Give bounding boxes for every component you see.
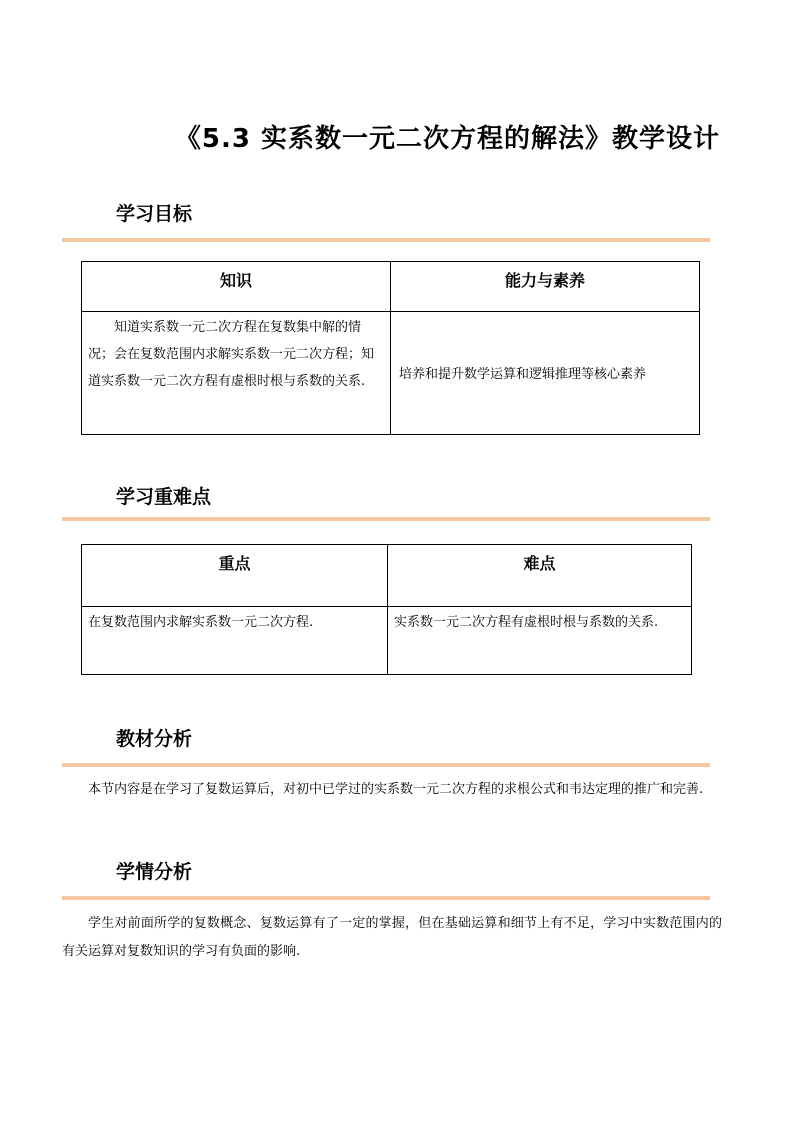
table-row	[82, 607, 692, 675]
key-cell	[82, 607, 388, 675]
header-difficult: 难点	[388, 545, 692, 607]
knowledge-text: 知道实系数一元二次方程在复数集中解的情况；会在复数范围内求解实系数一元二次方程；知道实系数一元二次方程有虚根时根与系数的关系.	[88, 320, 375, 389]
table-header-row	[82, 545, 692, 607]
table-row	[82, 312, 700, 435]
students-paragraph: 学生对前面所学的复数概念、复数运算有了一定的掌握，但在基础运算和细节上有不足，学习中实数范围内的有关运算对复数知识的学习有负面的影响.	[62, 916, 722, 959]
key-text: 在复数范围内求解实系数一元二次方程.	[88, 615, 314, 630]
section-heading-objectives: 学习目标	[116, 203, 193, 225]
difficult-cell	[388, 607, 692, 675]
section-divider	[62, 238, 710, 242]
ability-cell	[391, 312, 700, 435]
objectives-table	[81, 261, 700, 435]
material-paragraph: 本节内容是在学习了复数运算后，对初中已学过的实系数一元二次方程的求根公式和韦达定理的推广和完善.	[88, 782, 704, 797]
header-ability: 能力与素养	[391, 262, 700, 312]
section-divider	[62, 517, 710, 521]
table-header-row	[82, 262, 700, 312]
header-knowledge: 知识	[82, 262, 391, 312]
ability-text: 培养和提升数学运算和逻辑推理等核心素养	[399, 366, 647, 382]
section-heading-students: 学情分析	[116, 861, 193, 883]
section-heading-key-points: 学习重难点	[116, 486, 212, 508]
document-title: 《5.3 实系数一元二次方程的解法》教学设计	[174, 124, 720, 154]
knowledge-cell	[82, 312, 391, 435]
section-divider	[62, 763, 710, 767]
section-divider	[62, 896, 710, 900]
section-heading-material: 教材分析	[116, 728, 193, 750]
key-points-table	[81, 544, 692, 675]
header-key: 重点	[82, 545, 388, 607]
difficult-text: 实系数一元二次方程有虚根时根与系数的关系.	[394, 615, 659, 630]
